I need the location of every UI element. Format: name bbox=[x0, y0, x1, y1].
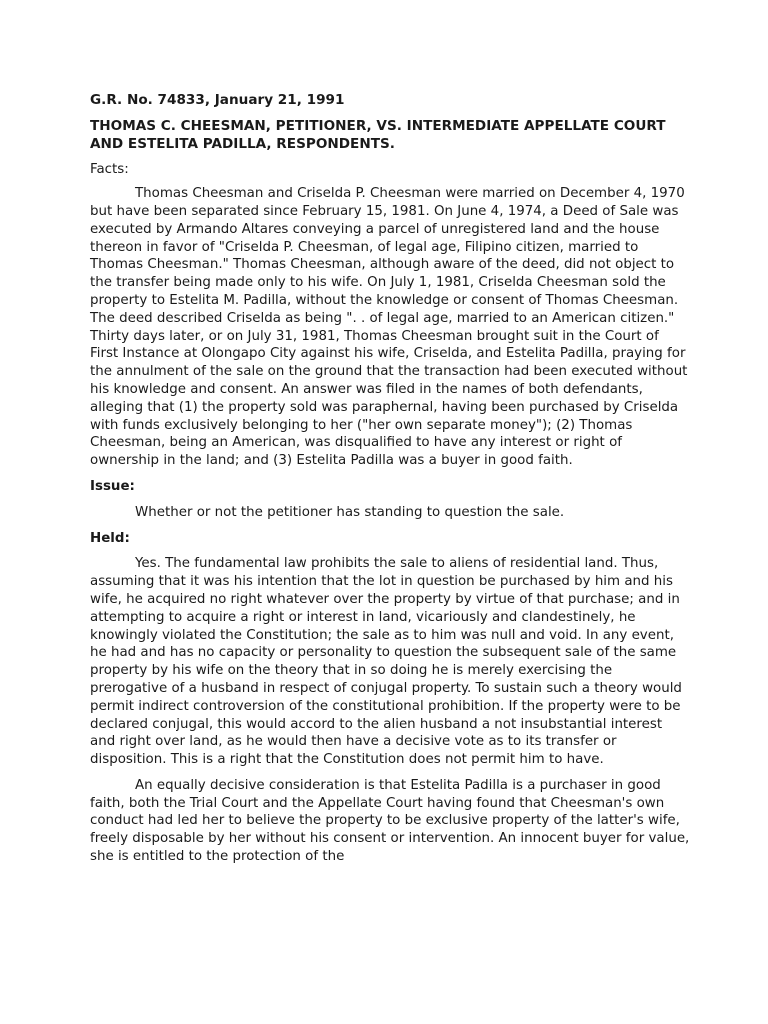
held-heading: Held: bbox=[90, 530, 130, 546]
held-paragraph-1: Yes. The fundamental law prohibits the sale to aliens of residential land. Thus, assuming that it was his intention that the lot in question be purchased by him and his wife, he acquired no right whatever over the property by virtue of that purchase; and in attempting to acquire a right or interest in land, vicariously and clandestinely, he knowingly violated the Constitution; the sale as to him was null and void. In any event, he had and has no capacity or personality to question the subsequent sale of the same property by his wife on the theory that in so doing he is merely exercising the prerogative of a husband in respect of conjugal property. To sustain such a theory would permit indirect controversion of the constitutional prohibition. If the property were to be declared conjugal, this would accord to the alien husband a not insubstantial interest and right over land, as he would then have a decisive vote as to its transfer or disposition. This is a right that the Constitution does not permit him to have. bbox=[90, 556, 682, 768]
issue-paragraph: Whether or not the petitioner has standing to question the sale. bbox=[135, 504, 565, 520]
held-paragraph-2: An equally decisive consideration is that Estelita Padilla is a purchaser in good faith, both the Trial Court and the Appellate Court having found that Cheesman's own conduct had led her to believe the property to be exclusive property of the latter's wife, freely disposable by her without his consent or intervention. An innocent buyer for value, she is entitled to the protection of the bbox=[90, 777, 690, 865]
document-page bbox=[90, 86, 690, 874]
issue-heading: Issue: bbox=[90, 478, 135, 494]
case-title: THOMAS C. CHEESMAN, PETITIONER, VS. INTERMEDIATE APPELLATE COURT AND ESTELITA PADILLA, RESPONDENTS. bbox=[90, 117, 666, 152]
facts-heading: Facts: bbox=[90, 162, 129, 178]
case-number: G.R. No. 74833, January 21, 1991 bbox=[90, 92, 345, 108]
facts-paragraph: Thomas Cheesman and Criselda P. Cheesman were married on December 4, 1970 but have been separated since February 15, 1981. On June 4, 1974, a Deed of Sale was executed by Armando Altares conveying a parcel of unregistered land and the house thereon in favor of "Criselda P. Cheesman, of legal age, Filipino citizen, married to Thomas Cheesman." Thomas Cheesman, although aware of the deed, did not object to the transfer being made only to his wife. On July 1, 1981, Criselda Cheesman sold the property to Estelita M. Padilla, without the knowledge or consent of Thomas Cheesman. The deed described Criselda as being ". . of legal age, married to an American citizen." Thirty days later, or on July 31, 1981, Thomas Cheesman brought suit in the Court of First Instance at Olongapo City against his wife, Criselda, and Estelita Padilla, praying for the annulment of the sale on the ground that the transaction had been executed without his knowledge and consent. An answer was filed in the names of both defendants, alleging that (1) the property sold was paraphernal, having been purchased by Criselda with funds exclusively belonging to her ("her own separate money"); (2) Thomas Cheesman, being an American, was disqualified to have any interest or right of ownership in the land; and (3) Estelita Padilla was a buyer in good faith. bbox=[90, 186, 688, 469]
